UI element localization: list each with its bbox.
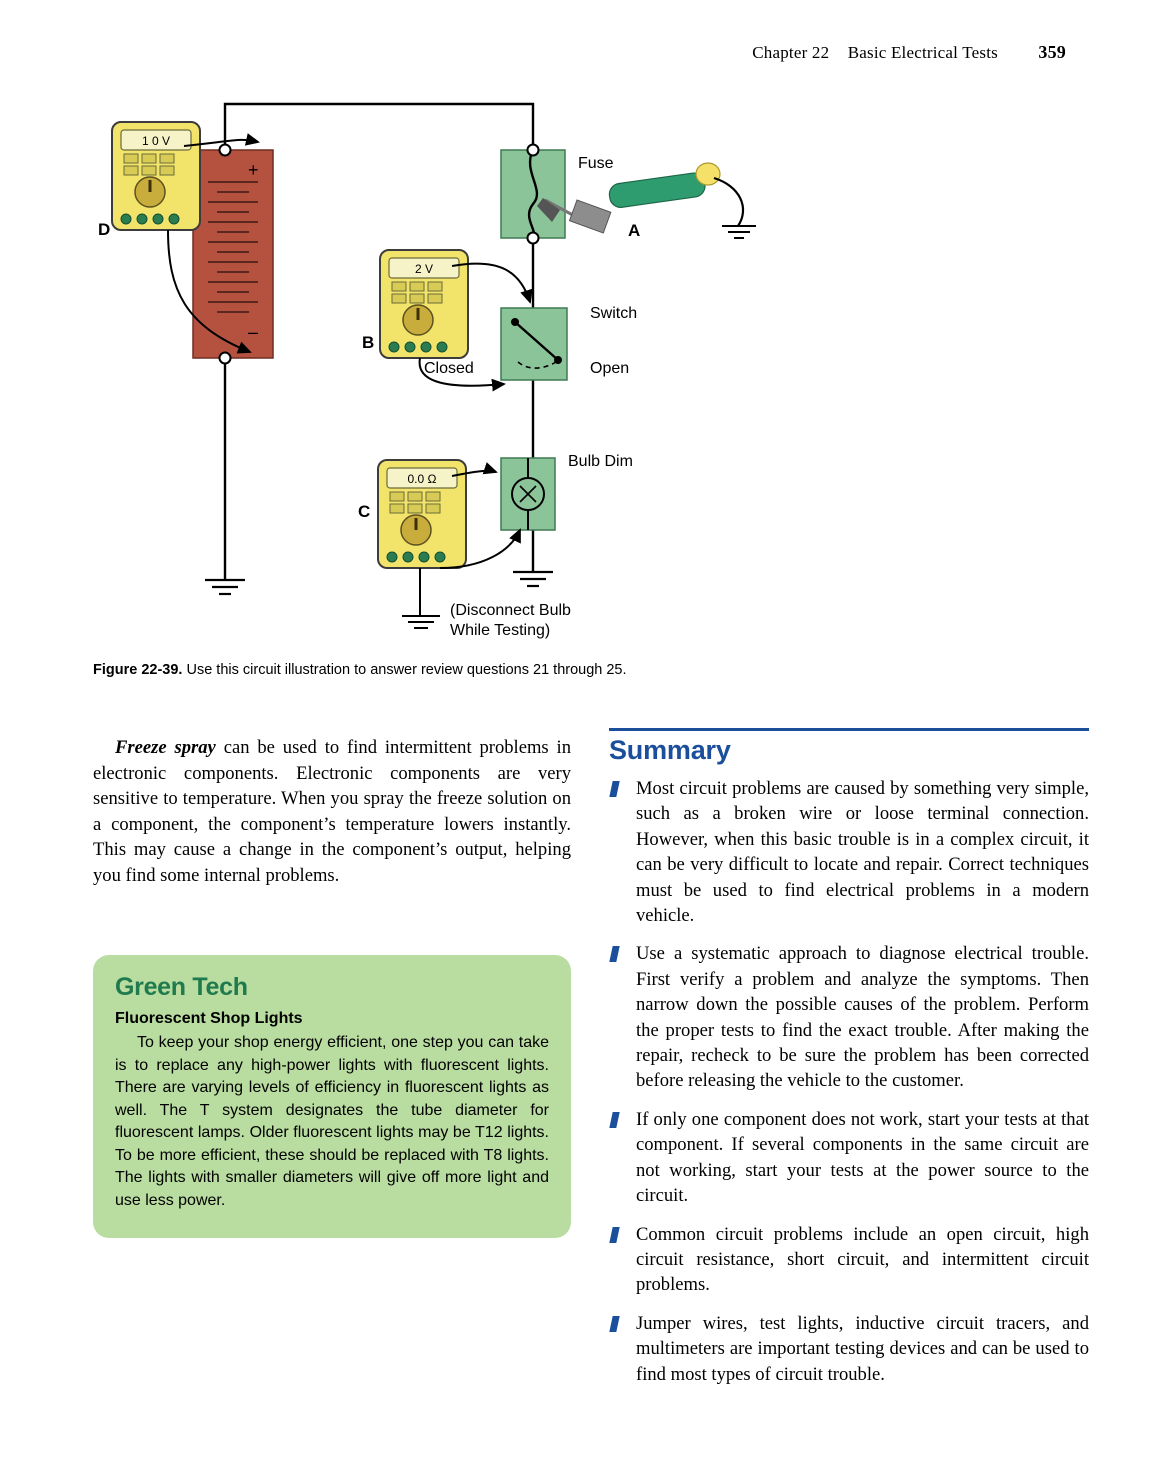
battery-minus-label: – [248,322,259,342]
figure-caption [93,662,1073,678]
meter-d [112,122,200,230]
freeze-spray-term: Freeze spray [115,737,216,758]
meter-b-display: 2 V [414,262,434,276]
switch-label: Switch [590,305,638,322]
summary-item [609,1222,1089,1298]
summary-item [609,1311,1089,1387]
bullet-icon [609,781,619,797]
summary-list [609,776,1089,1387]
figure-illustration [90,90,1070,670]
meter-c-display: 0.0 Ω [407,472,437,486]
fuse-label: Fuse [578,155,614,172]
summary-item [609,1107,1089,1209]
bullet-icon [609,1227,619,1243]
running-head [752,42,1066,63]
point-a-label: A [628,221,641,240]
freeze-spray-body: can be used to find intermittent problems in electronic components. Electronic components are very sensitive to temperature. When you spray the freeze solution on a component, the component’s temperature lowers instantly. This may cause a change in the component’s output, helping you find some internal problems. [93,737,571,886]
summary-title: Summary [609,735,731,765]
green-tech-title: Green Tech [115,973,248,1001]
figure-caption-text: Use this circuit illustration to answer review questions 21 through 25. [182,662,627,678]
green-tech-body-text: To keep your shop energy efficient, one step you can take is to replace any high-power lights with fluorescent lights. There are varying levels of efficiency in fluorescent lights as well. The T system designates the tube diameter for fluorescent lamps. Older fluorescent lights may be T12 lights. To be more efficient, these should be replaced with T8 lights. The lights with smaller diameters will give off more light and use less power. [115,1034,549,1209]
disconnect-note-line2: While Testing) [450,622,551,639]
summary-section [609,728,1089,1400]
running-head-title: Basic Electrical Tests [847,43,998,62]
summary-item-text: Most circuit problems are caused by something very simple, such as a broken wire or loose terminal connection. However, when this basic trouble is in a complex circuit, it can be very difficult to locate and repair. Correct techniques must be used to find electrical problems in a modern vehicle. [636,778,1089,927]
point-c-label: C [358,502,371,521]
summary-item [609,941,1089,1093]
point-d-label: D [98,220,111,239]
summary-divider [609,728,1089,731]
freeze-spray-paragraph [93,735,571,889]
summary-item-text: Use a systematic approach to diagnose electrical trouble. First verify a problem and analyze the symptoms. Then narrow down the possible causes of the problem. Perform the proper tests to find the exact trouble. After making the repair, recheck to be sure the problem has been corrected before releasing the vehicle to the customer. [636,943,1089,1092]
page-number: 359 [1038,42,1066,62]
bulb-dim-label: Bulb Dim [568,453,633,470]
summary-item-text: Jumper wires, test lights, inductive circuit tracers, and multimeters are important testing devices and can be used to find most types of circuit trouble. [636,1312,1089,1385]
switch-closed-label: Closed [424,360,474,377]
running-head-chapter: Chapter 22 [752,43,830,62]
bullet-icon [609,1112,619,1128]
green-tech-body [115,1032,549,1212]
green-tech-box [93,955,571,1238]
switch-open-label: Open [590,360,630,377]
summary-item [609,776,1089,928]
battery-plus-label: + [248,160,259,180]
bullet-icon [609,946,619,962]
left-column [93,735,571,889]
test-probe [537,163,756,238]
summary-item-text: Common circuit problems include an open circuit, high circuit resistance, short circuit, and intermittent circuit problems. [636,1223,1089,1296]
figure-caption-label: Figure 22-39. [93,662,183,678]
point-b-label: B [362,333,375,352]
bullet-icon [609,1316,619,1332]
summary-item-text: If only one component does not work, start your tests at that component. If several components in the same circuit are not working, start your tests at the power source to the circuit. [636,1108,1089,1207]
green-tech-subtitle: Fluorescent Shop Lights [115,1010,303,1027]
circuit-diagram-svg [90,90,1070,670]
meter-d-display: 1 0 V [141,134,171,148]
disconnect-note-line1: (Disconnect Bulb [450,602,571,619]
